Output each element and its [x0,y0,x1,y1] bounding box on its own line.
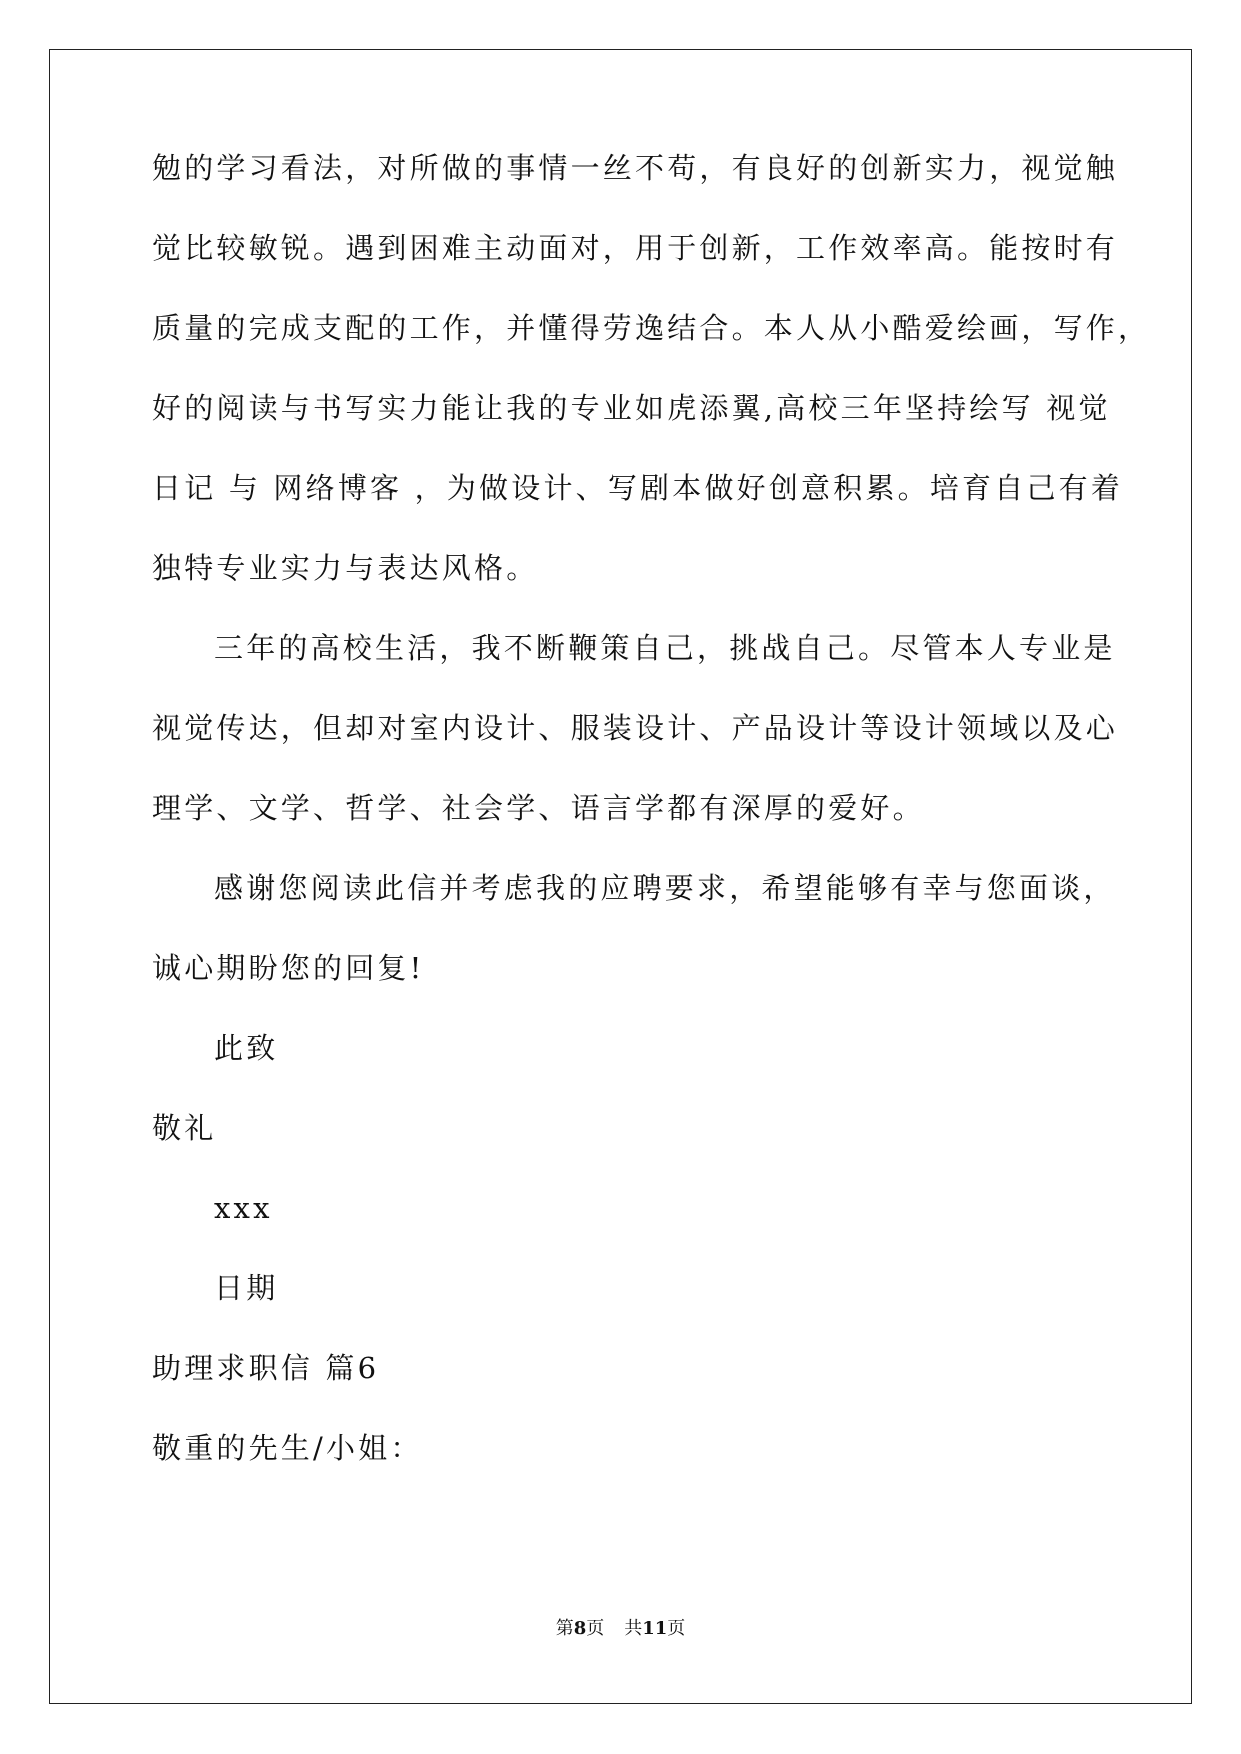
closing-paragraph-line-1: 感谢您阅读此信并考虑我的应聘要求，希望能够有幸与您面谈， [214,871,1116,905]
body-line-4: 好的阅读与书写实力能让我的专业如虎添翼,高校三年坚持绘写 视觉 [152,391,1111,425]
body-line-5: 日记 与 网络博客 ，为做设计、写剧本做好创意积累。培育自己有着 [152,471,1124,505]
footer-page-suffix: 页 [586,1618,605,1639]
paragraph-2-line-3: 理学、文学、哲学、社会学、语言学都有深厚的爱好。 [152,791,925,825]
footer-total-suffix: 页 [667,1618,686,1639]
body-line-6: 独特专业实力与表达风格。 [152,551,539,585]
body-line-2: 觉比较敏锐。遇到困难主动面对，用于创新，工作效率高。能按时有 [152,231,1119,265]
salutation-jingli: 敬礼 [152,1111,217,1145]
page-number-footer [0,1617,1241,1641]
paragraph-2-line-1: 三年的高校生活，我不断鞭策自己，挑战自己。尽管本人专业是 [214,631,1116,665]
signature-name: xxx [214,1191,273,1225]
signature-date: 日期 [214,1271,279,1305]
closing-paragraph-line-2: 诚心期盼您的回复! [152,951,425,985]
paragraph-2-line-2: 视觉传达，但却对室内设计、服装设计、产品设计等设计领域以及心 [152,711,1119,745]
current-page-number: 8 [573,1618,587,1639]
section-title: 助理求职信 篇6 [152,1351,380,1385]
greeting-line: 敬重的先生/小姐： [152,1431,423,1465]
salutation-cizhi: 此致 [214,1031,279,1065]
footer-total-prefix: 共 [624,1618,643,1639]
footer-prefix: 第 [555,1618,574,1639]
body-line-1: 勉的学习看法，对所做的事情一丝不苟，有良好的创新实力，视觉触 [152,151,1119,185]
body-line-3: 质量的完成支配的工作，并懂得劳逸结合。本人从小酷爱绘画，写作， [152,311,1151,345]
total-page-number: 11 [642,1618,668,1639]
